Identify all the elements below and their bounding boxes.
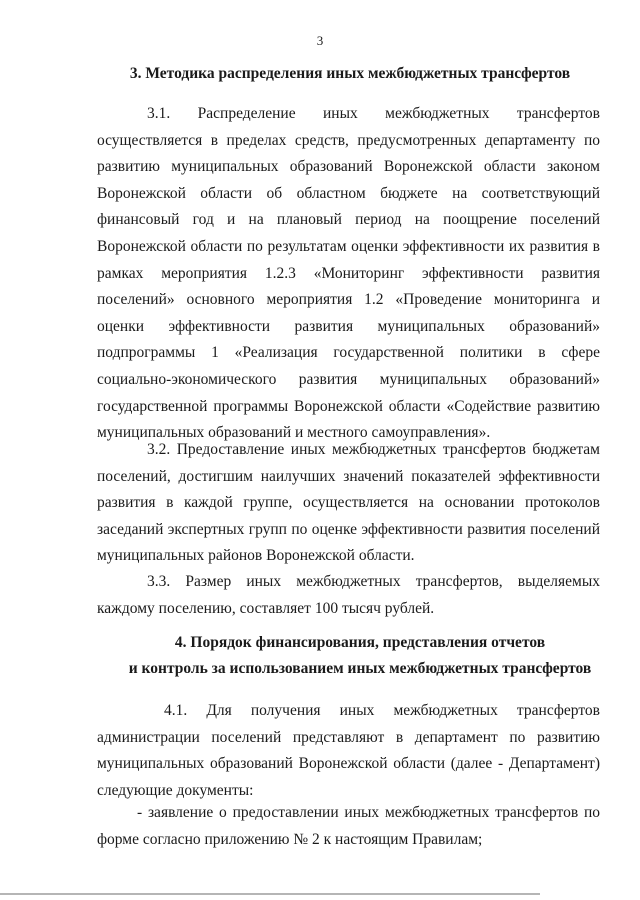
section-3-heading: 3. Методика распределения иных межбюджетных трансфертов	[129, 65, 571, 82]
paragraph-3-3-block	[97, 569, 600, 622]
paragraph-4-1-block	[97, 698, 600, 804]
paragraph-3-1: 3.1. Распределение иных межбюджетных трансфертов осуществляется в пределах средств, предусмотренных департаменту по развитию муниципальных образований Воронежской области законом Воронежской области об областном бюджете на соответствующий финансовый год и на плановый период на поощрение поселений Воронежской области по результатам оценки эффективности их развития в рамках мероприятия 1.2.3 «Мониторинг эффективности развития поселений» основного мероприятия 1.2 «Проведение мониторинга и оценки эффективности развития муниципальных образований» подпрограммы 1 «Реализация государственной политики в сфере социально-экономического развития муниципальных образований» государственной программы Воронежской области «Содействие развитию муниципальных образований и местного самоуправления».	[97, 105, 600, 442]
section-4-heading-line-2: и контроль за использованием иных межбюджетных трансфертов	[128, 660, 592, 677]
paragraph-3-2: 3.2. Предоставление иных межбюджетных трансфертов бюджетам поселений, достигшим наилучших значений показателей эффективности развития в каждой группе, осуществляется на основании протоколов заседаний экспертных групп по оценке эффективности развития поселений муниципальных районов Воронежской области.	[97, 441, 600, 565]
paragraph-3-2-block	[97, 437, 600, 570]
list-item-application: - заявление о предоставлении иных межбюджетных трансфертов по форме согласно приложению № 2 к настоящим Правилам;	[97, 804, 600, 848]
list-item-application-block	[97, 800, 600, 853]
page-bottom-edge	[0, 893, 540, 895]
paragraph-4-1: 4.1. Для получения иных межбюджетных трансфертов администрации поселений представляют в департамент по развитию муниципальных образований Воронежской области (далее - Департамент) следующие документы:	[97, 702, 600, 799]
paragraph-3-1-block	[97, 101, 600, 447]
page-number: 3	[316, 33, 324, 48]
section-4-heading	[80, 630, 640, 682]
section-4-heading-line-1: 4. Порядок финансирования, представления отчетов	[174, 634, 546, 651]
paragraph-3-3: 3.3. Размер иных межбюджетных трансфертов, выделяемых каждому поселению, составляет 100 тысяч рублей.	[97, 573, 600, 617]
